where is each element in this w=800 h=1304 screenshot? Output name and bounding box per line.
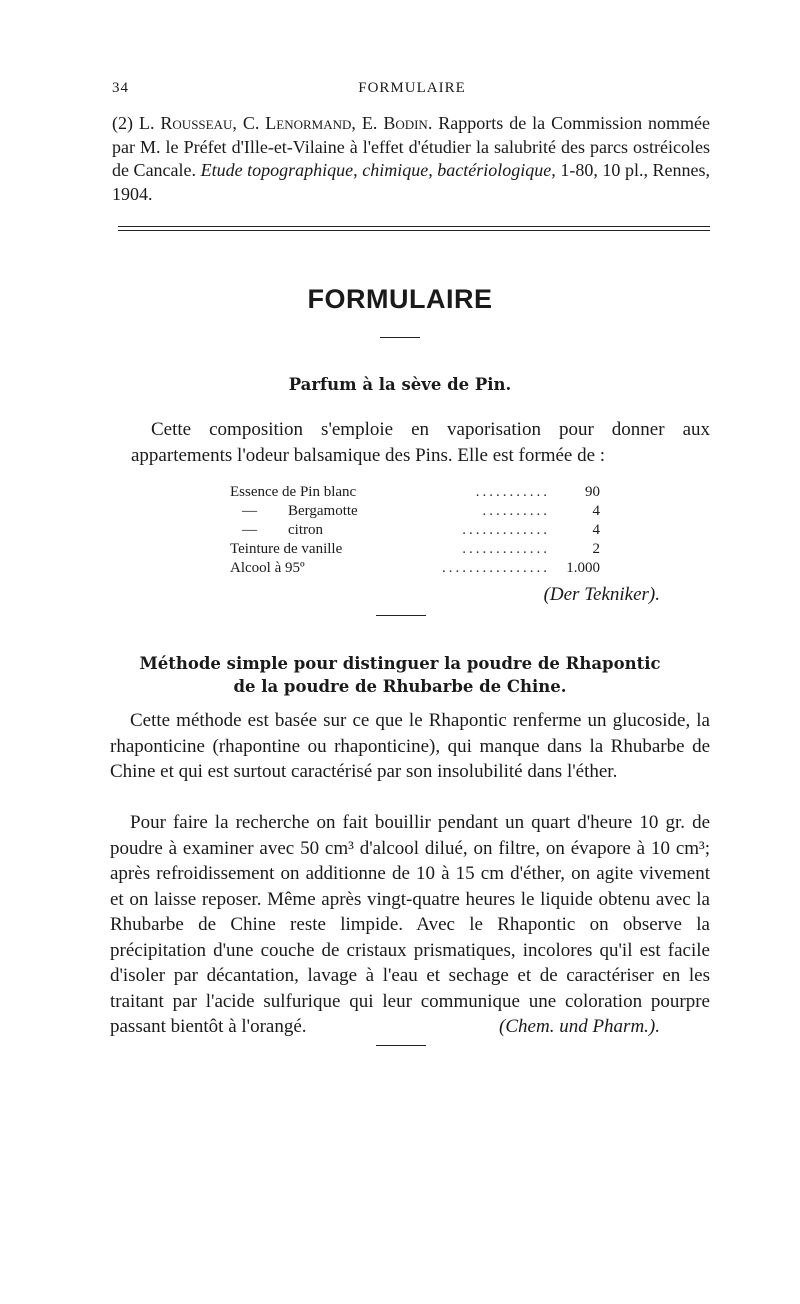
author-1-name: Rousseau	[160, 113, 233, 133]
leader-dots: .............	[462, 541, 550, 557]
author-2-initial: C.	[242, 113, 260, 133]
end-divider	[376, 1045, 426, 1046]
running-title: FORMULAIRE	[358, 80, 466, 96]
recipe-1-source: (Der Tekniker).	[543, 584, 660, 605]
reference-italic-title: Etude topographique, chimique, bactériologique,	[200, 160, 556, 180]
page-number: 34	[112, 80, 129, 96]
leader-dots: ..........	[482, 503, 550, 519]
ingredient-quantity: 4	[592, 503, 600, 519]
author-3-name: Bodin	[383, 113, 428, 133]
recipe-1-title: Parfum à la sève de Pin.	[288, 375, 512, 394]
leader-dots: ................	[442, 560, 550, 576]
recipe-2-paragraph-1: Cette méthode est basée sur ce que le Rhapontic renferme un glucoside, la rhaponticine (rhapontine ou rhaponticine), qui manque dans la Rhubarbe de Chine et qui est surtout caractérisé par son insolubilité dans l'éther.	[110, 710, 710, 782]
page-header	[112, 80, 712, 102]
reference-tail: 1-80, 10 pl., Rennes, 1904.	[112, 160, 711, 204]
ingredient-row	[230, 560, 600, 579]
ingredients-list	[230, 484, 600, 579]
ingredient-row	[230, 484, 600, 503]
ingredient-quantity: 90	[585, 484, 600, 500]
ingredient-row	[230, 522, 600, 541]
recipe-2-title: Méthode simple pour distinguer la poudre de Rhapontic de la poudre de Rhubarbe de Chine.	[139, 654, 661, 696]
recipe-2-source: (Chem. und Pharm.).	[499, 1016, 660, 1037]
leader-dots: ...........	[475, 484, 550, 500]
reference-number: (2)	[112, 113, 133, 133]
ingredient-name: — Bergamotte	[242, 503, 358, 519]
ingredient-quantity: 2	[592, 541, 600, 557]
recipe-1-intro: Cette composition s'emploie en vaporisation pour donner aux appartements l'odeur balsamique des Pins. Elle est formée de :	[131, 419, 710, 466]
recipe-divider	[376, 615, 426, 616]
ingredient-name: Essence de Pin blanc	[230, 484, 357, 500]
recipe-2-paragraph-2: Pour faire la recherche on fait bouillir pendant un quart d'heure 10 gr. de poudre à examiner avec 50 cm³ d'alcool dilué, on filtre, on évapore à 10 cm³; après refroidissement on additionne de 10 à 15 cm d'éther, on agite vivement et on laisse reposer. Même après vingt-quatre heures le liquide obtenu avec la Rhubarbe de Chine reste limpide. Avec le Rhapontic on observe la précipitation d'une couche de cristaux prismatiques, incolores qu'il est facile d'isoler par décantation, lavage à l'eau et sechage et de caractériser en les traitant par l'acide sulfurique qui leur communique une coloration pourpre passant bientôt à l'orangé.	[110, 812, 710, 1037]
reference-text: Rapports de la Commission nommée par M. le Préfet d'Ille-et-Vilaine à l'effet d'étudier la salubrité des parcs ostréicoles de Cancale.	[112, 113, 711, 180]
author-1-initial: L.	[138, 113, 155, 133]
bibliographic-reference: (2) L. Rousseau, C. Lenormand, E. Bodin. Rapports de la Commission nommée par M. le Préfet d'Ille-et-Vilaine à l'effet d'étudier la salubrité des parcs ostréicoles de Cancale. Etude topographique, chimique, bactériologique, 1-80, 10 pl., Rennes, 1904.	[112, 113, 711, 204]
ingredient-name: Teinture de vanille	[230, 541, 343, 557]
author-3-initial: E.	[361, 113, 378, 133]
title-underline	[380, 337, 420, 338]
leader-dots: .............	[462, 522, 550, 538]
author-2-name: Lenormand	[265, 113, 352, 133]
ingredient-name: Alcool à 95º	[230, 560, 305, 576]
section-divider	[118, 226, 710, 231]
ingredient-quantity: 1.000	[566, 560, 600, 576]
ingredient-row	[230, 541, 600, 560]
section-title: FORMULAIRE	[307, 284, 493, 314]
ingredient-name: — citron	[242, 522, 323, 538]
ingredient-quantity: 4	[592, 522, 600, 538]
ingredient-row	[230, 503, 600, 522]
